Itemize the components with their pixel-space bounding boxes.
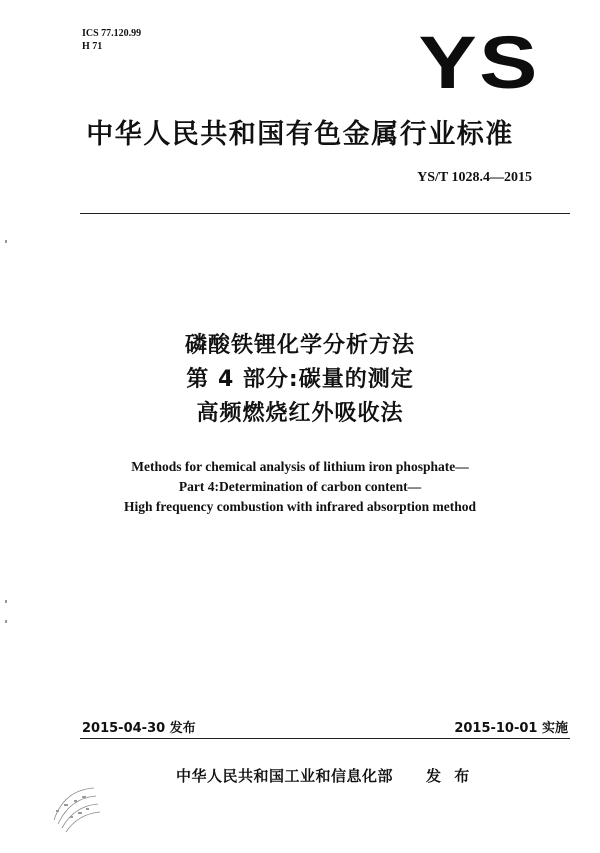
ys-logo: YS [418,21,540,104]
issue-date: 2015-04-30 发布 [82,721,196,736]
title-zh-line1: 磷酸铁锂化学分析方法 [184,333,415,358]
issuer: 中华人民共和国工业和信息化部 [176,767,394,785]
title-en-line1: Methods for chemical analysis of lithium iron phosphate— [131,459,469,474]
scan-mark [5,600,7,603]
publish-label: 发 布 [426,767,474,785]
implement-date: 2015-10-01 实施 [454,721,568,736]
ccs-code: H 71 [82,41,103,52]
title-zh-line2: 第 4 部分:碳量的测定 [186,367,414,392]
industry-standard-title: 中华人民共和国有色金属行业标准 [86,119,514,150]
classification-codes [82,27,141,53]
title-zh-line3: 高频燃烧红外吸收法 [196,401,404,426]
standard-code: YS/T 1028.4—2015 [417,170,532,185]
title-en-line3: High frequency combustion with infrared absorption method [123,499,477,514]
title-en-line2: Part 4:Determination of carbon content— [178,479,422,494]
bottom-divider [80,738,570,739]
top-divider [80,213,570,214]
ics-code: ICS 77.120.99 [82,28,142,39]
scan-mark [5,240,7,243]
scan-mark [5,620,7,623]
library-stamp [34,780,124,840]
